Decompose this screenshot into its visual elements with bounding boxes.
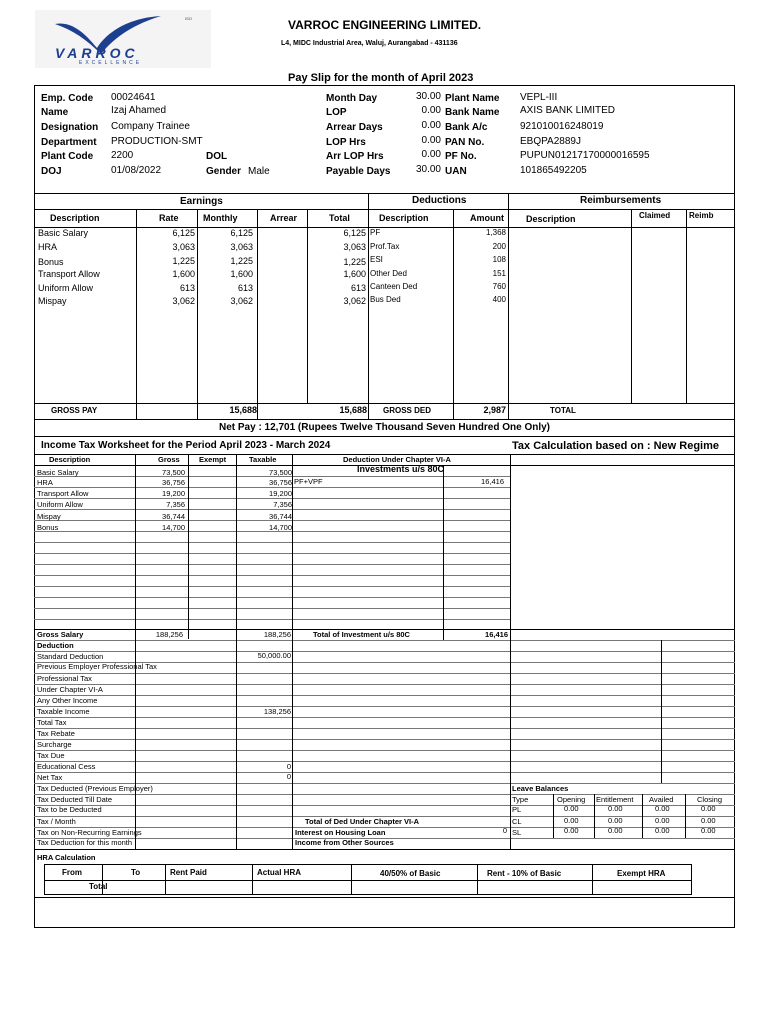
deduction-amount: 400 (492, 295, 506, 304)
calc-label: Professional Tax (37, 674, 92, 683)
deduction-amount: 108 (492, 255, 506, 264)
hra-col-header: Exempt HRA (617, 869, 666, 878)
chapter-heading: Deduction Under Chapter VI-A (343, 455, 451, 464)
investment-amount: 16,416 (481, 477, 504, 486)
earning-monthly: 1,600 (230, 269, 253, 279)
leave-opening: 0.00 (564, 816, 579, 825)
tax-row-desc: Basic Salary (37, 468, 79, 477)
calc-label: Tax on Non-Recurring Earnings (37, 828, 142, 837)
tax-row-desc: Mispay (37, 512, 61, 521)
earning-monthly: 3,063 (230, 242, 253, 252)
rule (34, 805, 735, 806)
hra-col-header: Actual HRA (257, 868, 302, 877)
rule (631, 209, 632, 403)
earning-desc: Basic Salary (38, 228, 89, 238)
doj-label: DOJ (41, 166, 62, 177)
reimbursements-heading: Reimbursements (580, 195, 662, 206)
rule (592, 864, 593, 895)
rule (34, 608, 510, 609)
leave-entitlement: 0.00 (608, 826, 623, 835)
uan-value: 101865492205 (520, 165, 587, 176)
col-header: Monthly (203, 213, 238, 223)
tax-row-desc: Uniform Allow (37, 500, 83, 509)
col-header: Claimed (639, 211, 671, 220)
calc-label: Tax Deducted (Previous Employer) (37, 784, 153, 793)
rule (34, 564, 510, 565)
col-header: Description (379, 213, 429, 223)
calc-label: Any Other Income (37, 696, 98, 705)
earning-total: 6,125 (343, 228, 366, 238)
rule (34, 586, 510, 587)
rule (34, 403, 735, 404)
bank-name-value: AXIS BANK LIMITED (520, 105, 616, 116)
rule (44, 880, 692, 881)
department-label: Department (41, 137, 97, 148)
earning-rate: 3,063 (172, 242, 195, 252)
leave-col-header: Entitlement (596, 795, 634, 804)
rule (34, 487, 510, 488)
arrear-days-label: Arrear Days (326, 122, 383, 133)
rule (34, 897, 735, 898)
rule (236, 454, 237, 849)
gender-label: Gender (206, 166, 242, 177)
calc-label: Tax Deducted Till Date (37, 795, 113, 804)
col-header: Description (50, 213, 100, 223)
rule (368, 193, 369, 419)
rule (661, 640, 662, 783)
rule (197, 209, 198, 419)
pf-value: PUPUN01217170000016595 (520, 150, 650, 161)
hra-col-header: Rent Paid (170, 868, 207, 877)
rule (34, 651, 735, 652)
emp-code-value: 00024641 (111, 92, 156, 103)
designation-label: Designation (41, 122, 99, 133)
rule (553, 794, 554, 838)
earning-monthly: 1,225 (230, 256, 253, 266)
tax-row-gross: 36,744 (162, 512, 185, 521)
pan-label: PAN No. (445, 137, 485, 148)
leave-col-header: Availed (649, 795, 674, 804)
deduction-amount: 151 (492, 269, 506, 278)
tax-row-desc: HRA (37, 478, 53, 487)
rule (34, 750, 735, 751)
rule (685, 794, 686, 838)
calc-label: Tax to be Deducted (37, 805, 102, 814)
svg-text:ISO: ISO (185, 16, 192, 21)
reimb-total-label: TOTAL (550, 406, 576, 415)
rule (34, 728, 735, 729)
tax-row-gross: 73,500 (162, 468, 185, 477)
leave-availed: 0.00 (655, 804, 670, 813)
plant-name-value: VEPL-III (520, 92, 558, 103)
leave-type: PL (512, 805, 522, 814)
rule (34, 695, 735, 696)
rule (34, 209, 735, 210)
rule (453, 209, 454, 419)
tax-row-taxable: 7,356 (273, 500, 292, 509)
bank-ac-label: Bank A/c (445, 122, 488, 133)
leave-availed: 0.00 (655, 816, 670, 825)
lop-label: LOP (326, 107, 347, 118)
name-value: Izaj Ahamed (111, 105, 167, 116)
hra-col-header: From (62, 868, 82, 877)
calc-value: 0 (286, 762, 291, 771)
calc-value: 138,256 (263, 707, 291, 716)
rule (165, 864, 166, 895)
calc-label: Previous Employer Professional Tax (37, 662, 157, 671)
tax-col-header: Description (49, 455, 91, 464)
uan-label: UAN (445, 166, 467, 177)
arrear-days-value: 0.00 (421, 120, 441, 131)
rule (443, 465, 444, 640)
rule (34, 193, 735, 194)
rule (34, 706, 735, 707)
tax-row-taxable: 36,744 (269, 512, 292, 521)
gross-ded-amount: 2,987 (483, 405, 506, 415)
rule (351, 864, 352, 895)
earning-total: 613 (350, 283, 366, 293)
earning-rate: 3,062 (172, 296, 195, 306)
deduction-desc: Other Ded (370, 269, 407, 278)
tax-regime: Tax Calculation based on : New Regime (512, 440, 720, 452)
earning-desc: HRA (38, 242, 58, 252)
company-logo (35, 10, 211, 68)
earning-desc: Transport Allow (38, 269, 100, 279)
calc-label: Taxable Income (37, 707, 90, 716)
rule (686, 209, 687, 403)
gender-value: Male (248, 166, 270, 177)
housing-loan-value: 0 (502, 826, 507, 835)
calc-label: Tax / Month (37, 817, 76, 826)
col-header: Total (329, 213, 350, 223)
earning-desc: Mispay (38, 296, 67, 306)
tax-row-taxable: 36,756 (269, 478, 292, 487)
calc-label: Tax Rebate (37, 729, 75, 738)
leave-type: CL (512, 817, 522, 826)
payslip-title: Pay Slip for the month of April 2023 (288, 72, 474, 84)
hra-heading: HRA Calculation (37, 853, 96, 862)
rule (136, 209, 137, 419)
tax-row-taxable: 73,500 (269, 468, 292, 477)
rule (252, 864, 253, 895)
deduction-desc: PF (370, 228, 381, 237)
leave-entitlement: 0.00 (608, 804, 623, 813)
tax-worksheet-title: Income Tax Worksheet for the Period April 2023 - March 2024 (41, 440, 331, 451)
deduction-amount: 200 (492, 242, 506, 251)
earning-total: 3,063 (343, 242, 366, 252)
payable-days-label: Payable Days (326, 166, 391, 177)
rule (34, 575, 510, 576)
earning-rate: 1,225 (172, 256, 195, 266)
earning-rate: 6,125 (172, 228, 195, 238)
tax-row-desc: Bonus (37, 523, 59, 532)
gross-salary-gross: 188,256 (155, 630, 183, 639)
arr-lop-hrs-label: Arr LOP Hrs (326, 151, 384, 162)
leave-closing: 0.00 (701, 826, 716, 835)
rule (292, 454, 293, 849)
calc-label: Tax Deduction for this month (37, 838, 133, 847)
rule (34, 436, 735, 437)
deduction-desc: Bus Ded (370, 295, 401, 304)
gross-pay-label: GROSS PAY (51, 406, 98, 415)
rule (594, 794, 595, 838)
calc-value: 0 (286, 772, 291, 781)
investments-heading: Investments u/s 80C (357, 464, 445, 474)
gross-ded-label: GROSS DED (383, 406, 432, 415)
col-header: Rate (159, 213, 179, 223)
deduction-desc: Prof.Tax (370, 242, 400, 251)
earnings-heading: Earnings (180, 196, 223, 207)
leave-heading: Leave Balances (512, 784, 569, 793)
rule (34, 640, 735, 641)
rule (34, 619, 510, 620)
tax-col-header: Exempt (199, 455, 227, 464)
tax-col-header: Gross (158, 455, 180, 464)
designation-value: Company Trainee (111, 121, 190, 132)
emp-code-label: Emp. Code (41, 93, 94, 104)
rule (642, 794, 643, 838)
col-header: Arrear (270, 213, 298, 223)
rule (34, 498, 510, 499)
tax-row-gross: 7,356 (166, 500, 185, 509)
hra-col-header: Rent - 10% of Basic (487, 869, 562, 878)
logo-tagline: EXCELLENCE (79, 60, 143, 66)
month-day-value: 30.00 (415, 91, 441, 102)
hra-col-header: To (131, 868, 141, 877)
rule (477, 864, 478, 895)
gross-pay-total: 15,688 (339, 405, 367, 415)
leave-col-header: Opening (557, 795, 586, 804)
calc-label: Deduction (37, 641, 74, 650)
calc-label: Educational Cess (37, 762, 96, 771)
leave-opening: 0.00 (564, 804, 579, 813)
company-name: VARROC ENGINEERING LIMITED. (288, 18, 482, 32)
rule (34, 542, 510, 543)
calc-label: Standard Deduction (37, 652, 104, 661)
leave-opening: 0.00 (564, 826, 579, 835)
name-label: Name (41, 107, 69, 118)
earning-monthly: 613 (237, 283, 253, 293)
rule (508, 193, 509, 419)
pan-value: EBQPA2889J (520, 136, 581, 147)
rule (34, 717, 735, 718)
logo-text: VARROC (55, 45, 139, 61)
earning-desc: Bonus (38, 257, 64, 267)
deduction-amount: 1,368 (485, 228, 506, 237)
other-sources-label: Income from Other Sources (295, 838, 394, 847)
lop-value: 0.00 (421, 105, 441, 116)
rule (34, 761, 735, 762)
earning-total: 1,225 (343, 257, 366, 267)
earning-total: 1,600 (343, 269, 366, 279)
housing-loan-label: Interest on Housing Loan (295, 828, 386, 837)
tax-row-taxable: 14,700 (269, 523, 292, 532)
leave-availed: 0.00 (655, 826, 670, 835)
bank-ac-value: 921010016248019 (520, 121, 604, 132)
col-header: Description (526, 214, 576, 224)
lop-hrs-label: LOP Hrs (326, 137, 366, 148)
rule (34, 772, 735, 773)
rule (307, 209, 308, 403)
calc-label: Tax Due (37, 751, 65, 760)
tax-row-gross: 14,700 (162, 523, 185, 532)
rule (34, 553, 510, 554)
gross-salary-taxable: 188,256 (263, 630, 291, 639)
deductions-heading: Deductions (412, 195, 467, 206)
rule (34, 684, 735, 685)
earning-monthly: 3,062 (230, 296, 253, 306)
calc-label: Net Tax (37, 773, 63, 782)
plant-code-value: 2200 (111, 150, 134, 161)
calc-label: Under Chapter VI-A (37, 685, 103, 694)
rule (510, 454, 511, 849)
gross-salary-label: Gross Salary (37, 630, 84, 639)
tax-row-gross: 36,756 (162, 478, 185, 487)
earning-rate: 613 (179, 283, 195, 293)
investment-desc: PF+VPF (294, 477, 323, 486)
leave-entitlement: 0.00 (608, 816, 623, 825)
rule (34, 419, 735, 420)
deduction-desc: ESI (370, 255, 383, 264)
earning-desc: Uniform Allow (38, 283, 94, 293)
hra-col-header: 40/50% of Basic (380, 869, 441, 878)
tax-col-header: Taxable (249, 455, 277, 464)
rule (34, 739, 735, 740)
rule (34, 673, 735, 674)
rule (34, 227, 735, 228)
leave-col-header: Type (512, 795, 529, 804)
total-ded-chapter-label: Total of Ded Under Chapter VI-A (305, 817, 420, 826)
earning-rate: 1,600 (172, 269, 195, 279)
tax-row-taxable: 19,200 (269, 489, 292, 498)
net-pay: Net Pay : 12,701 (Rupees Twelve Thousand Seven Hundred One Only) (218, 422, 550, 433)
month-day-label: Month Day (326, 93, 378, 104)
earning-monthly: 6,125 (230, 228, 253, 238)
doj-value: 01/08/2022 (111, 165, 162, 176)
col-header: Reimb (689, 211, 714, 220)
rule (34, 509, 510, 510)
earning-total: 3,062 (343, 296, 366, 306)
lop-hrs-value: 0.00 (421, 135, 441, 146)
rule (34, 597, 510, 598)
tax-row-desc: Transport Allow (37, 489, 89, 498)
arr-lop-hrs-value: 0.00 (421, 149, 441, 160)
rule (34, 849, 735, 850)
rule (257, 209, 258, 419)
total-investment-value: 16,416 (485, 630, 508, 639)
company-address: L4, MIDC Industrial Area, Waluj, Aurangabad - 431136 (281, 40, 458, 47)
deduction-amount: 760 (492, 282, 506, 291)
bank-name-label: Bank Name (445, 107, 500, 118)
dol-label: DOL (206, 151, 228, 162)
leave-type: SL (512, 828, 522, 837)
leave-closing: 0.00 (701, 816, 716, 825)
leave-col-header: Closing (697, 795, 723, 804)
payable-days-value: 30.00 (415, 164, 441, 175)
calc-label: Total Tax (37, 718, 67, 727)
deduction-desc: Canteen Ded (370, 282, 418, 291)
rule (188, 454, 189, 639)
col-header: Amount (470, 213, 504, 223)
total-investment-label: Total of Investment u/s 80C (313, 630, 410, 639)
leave-closing: 0.00 (701, 804, 716, 813)
plant-name-label: Plant Name (445, 93, 500, 104)
calc-value: 50,000.00 (257, 651, 291, 660)
plant-code-label: Plant Code (41, 151, 94, 162)
calc-label: Surcharge (37, 740, 72, 749)
gross-pay-monthly: 15,688 (229, 405, 257, 415)
department-value: PRODUCTION-SMT (111, 136, 203, 147)
hra-total-label: Total (89, 882, 108, 891)
pf-label: PF No. (445, 151, 477, 162)
tax-row-gross: 19,200 (162, 489, 185, 498)
